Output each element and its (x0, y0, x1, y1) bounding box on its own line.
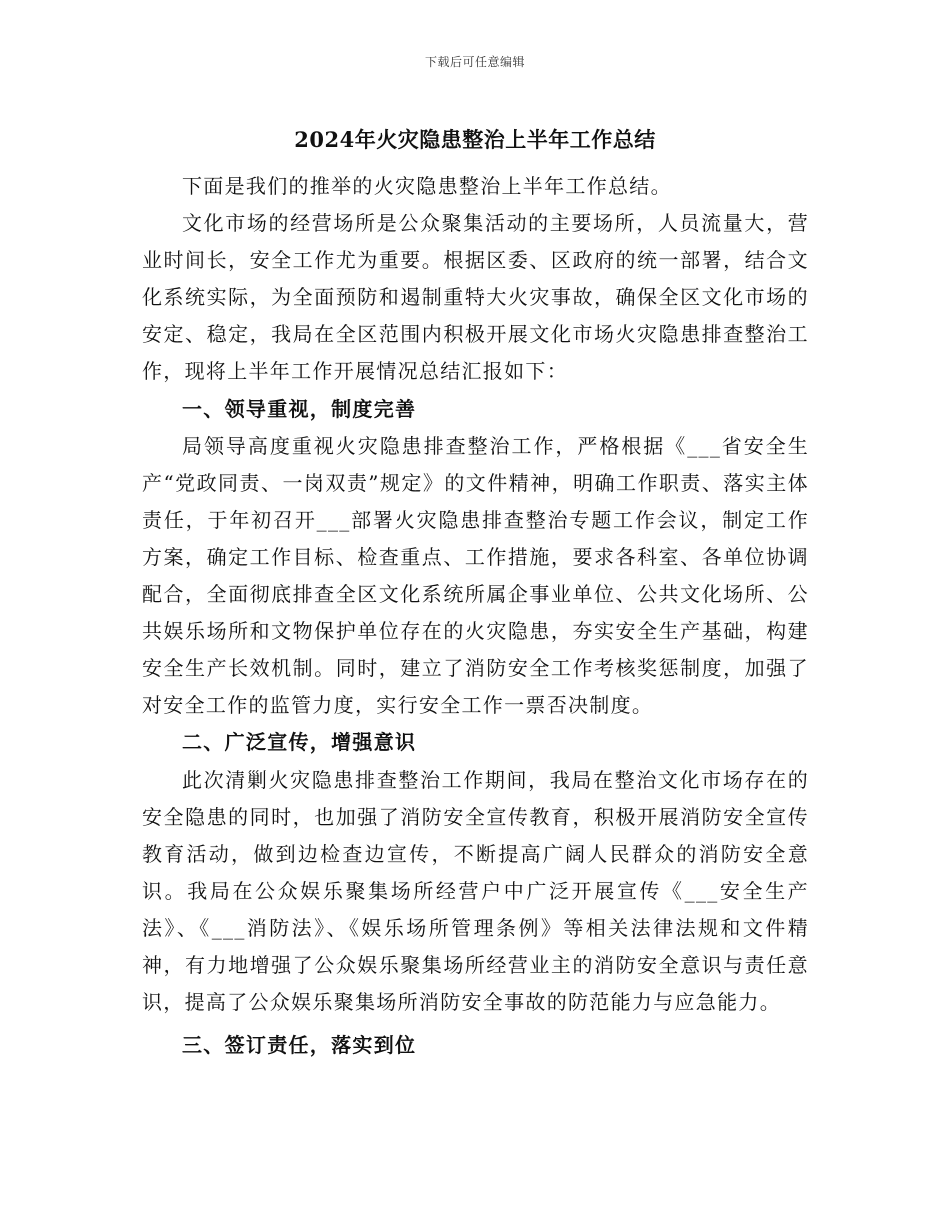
page-title: 2024年火灾隐患整治上半年工作总结 (294, 127, 656, 152)
paragraph-1: 文化市场的经营场所是公众聚集活动的主要场所，人员流量大，营业时间长，安全工作尤为重要。根据区委、区政府的统一部署，结合文化系统实际，为全面预防和遏制重特大火灾事故，确保全区文化市场的安定、稳定，我局在全区范围内积极开展文化市场火灾隐患排查整治工作，现将上半年工作开展情况总结汇报如下： (142, 211, 809, 384)
section-1-body: 局领导高度重视火灾隐患排查整治工作，严格根据《___省安全生产“党政同责、一岗双责”规定》的文件精神，明确工作职责、落实主体责任，于年初召开___部署火灾隐患排查整治专题工作会议，制定工作方案，确定工作目标、检查重点、工作措施，要求各科室、各单位协调配合，全面彻底排查全区文化系统所属企事业单位、公共文化场所、公共娱乐场所和文物保护单位存在的火灾隐患，夯实安全生产基础，构建安全生产长效机制。同时，建立了消防安全工作考核奖惩制度，加强了对安全工作的监管力度，实行安全工作一票否决制度。 (142, 433, 809, 718)
section-3-heading: 三、签订责任，落实到位 (182, 1033, 417, 1058)
document-body (142, 168, 809, 1064)
section-1-heading: 一、领导重视，制度完善 (182, 396, 417, 421)
section-2-body: 此次清剿火灾隐患排查整治工作期间，我局在整治文化市场存在的安全隐患的同时，也加强了消防安全宣传教育，积极开展消防安全宣传教育活动，做到边检查边宣传，不断提高广阔人民群众的消防安全意识。我局在公众娱乐聚集场所经营户中广泛开展宣传《___安全生产法》、《___消防法》、《娱乐场所管理条例》等相关法律法规和文件精神，有力地增强了公众娱乐聚集场所经营业主的消防安全意识与责任意识，提高了公众娱乐聚集场所消防安全事故的防范能力与应急能力。 (142, 767, 809, 1015)
intro-paragraph: 下面是我们的推举的火灾隐患整治上半年工作总结。 (182, 174, 672, 198)
section-2-heading: 二、广泛宣传，增强意识 (182, 730, 417, 755)
header-note: 下载后可任意编辑 (424, 55, 525, 69)
